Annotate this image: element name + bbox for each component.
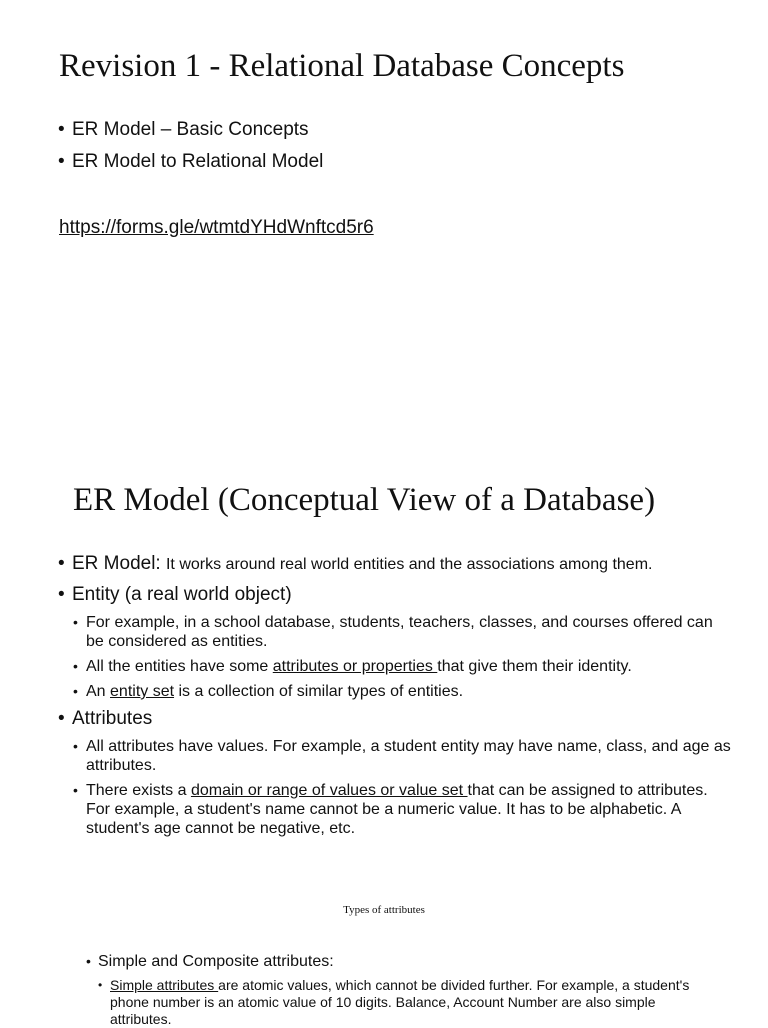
entity-item [58,583,734,701]
attributes-sublist [72,737,734,838]
text-run: are atomic values, which cannot be divided further. For example, a student's phone number is an atomic value of 10 digits. Balance, Account Number are also simple attributes. [110,977,690,1027]
er-bullet-list [58,552,734,844]
text-run: There exists a [86,782,191,799]
slide-title: Revision 1 - Relational Database Concepts [59,48,625,84]
topic-item: • ER Model – Basic Concepts [58,118,738,142]
attributes-item [58,707,734,838]
topic-list [58,118,738,182]
list-item: • For example, in a school database, students, teachers, classes, and courses offered can be considered as entities. [72,613,734,651]
entity-sublist [72,613,734,701]
list-item [72,682,734,701]
list-item: • All attributes have values. For example, a student entity may have name, class, and age as attributes. [72,737,734,775]
types-heading: Simple and Composite attributes: [98,953,334,970]
text-run: All the entities have some [86,658,273,675]
text-run: that can be assigned to attributes. For example, a student's name cannot be a numeric value. It has to be alphabetic. A student's age cannot be negative, etc. [86,782,708,837]
text-run: that give them their identity. [437,658,632,675]
er-model-item [58,552,734,577]
slide-revision [0,0,768,440]
er-model-label: ER Model: [72,553,166,574]
list-item [72,657,734,676]
er-model-text: It works around real world entities and the associations among them. [165,556,653,573]
slide-er-model [0,440,768,1027]
list-item [72,781,734,838]
list-item [86,952,706,1028]
attribute-types-list [86,952,706,1028]
attributes-heading: Attributes [72,708,153,729]
topic-item: • ER Model to Relational Model [58,150,738,174]
underlined-term: Simple attributes [110,977,219,993]
underlined-term: entity set [110,683,175,700]
section-caption: Types of attributes [343,904,425,916]
text-run: is a collection of similar types of entities. [174,683,464,700]
types-sublist [98,977,706,1028]
form-link[interactable]: https://forms.gle/wtmtdYHdWnftcd5r6 [59,217,374,238]
slide-title: ER Model (Conceptual View of a Database) [73,482,656,518]
underlined-term: attributes or properties [272,658,438,675]
underlined-term: domain or range of values or value set [190,782,468,799]
list-item [98,977,706,1028]
entity-heading: Entity (a real world object) [72,584,292,605]
text-run: An [86,683,111,700]
